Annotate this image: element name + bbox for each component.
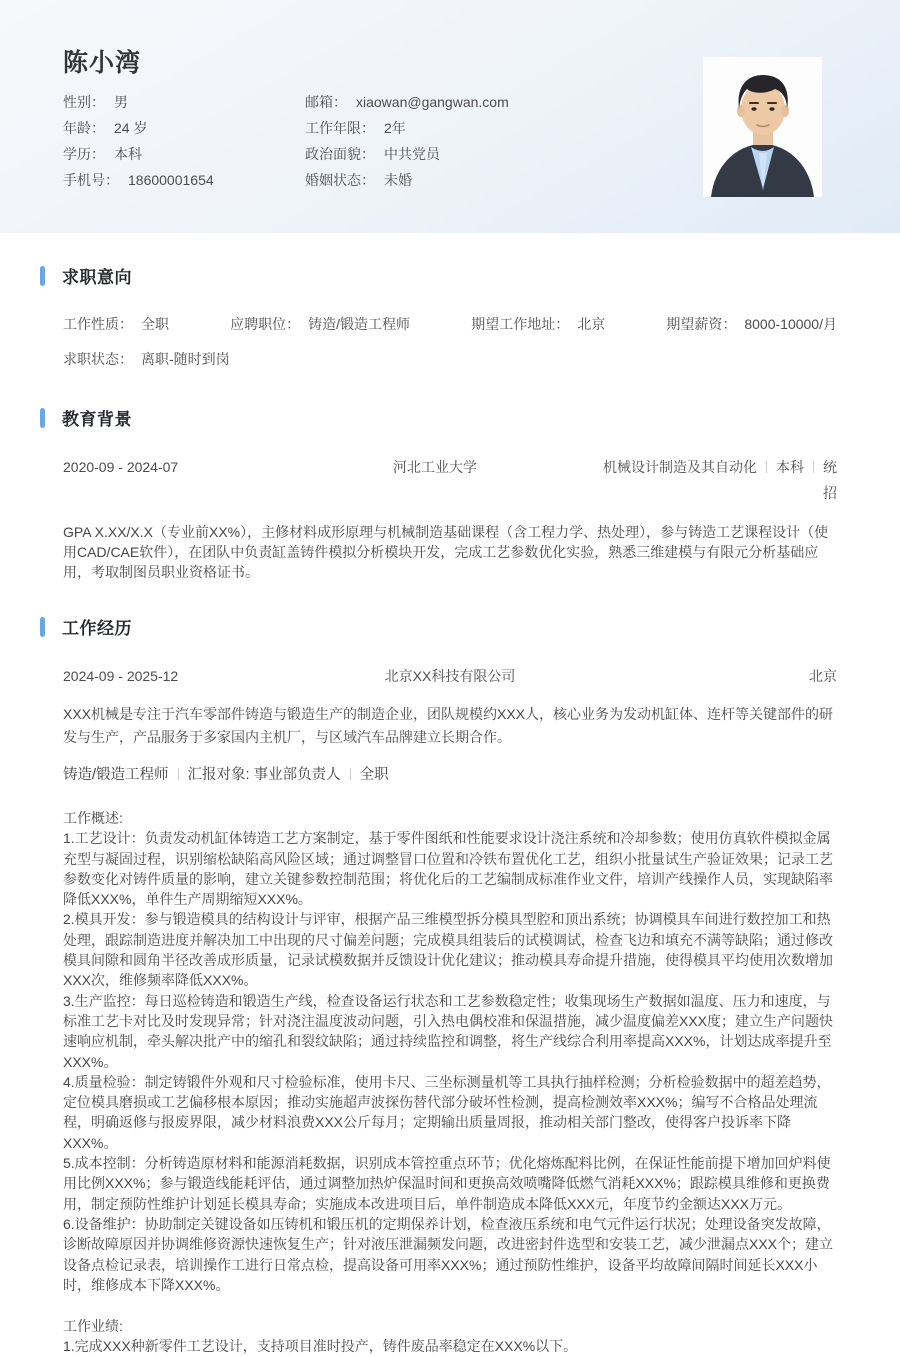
section-content: [63, 314, 837, 369]
section-title: 求职意向: [62, 268, 132, 287]
field-label: 求职状态：: [63, 351, 133, 367]
field-label: 期望工作地址：: [471, 316, 570, 332]
info-item-gender: [63, 94, 305, 111]
work-company: 北京XX科技有限公司: [384, 668, 516, 684]
info-label: 邮箱：: [305, 94, 347, 110]
divider: [178, 768, 179, 780]
section-accent-bar: [40, 266, 45, 286]
section-job-intention: [40, 263, 837, 369]
info-label: 手机号：: [63, 172, 119, 188]
company-intro: XXX机械是专注于汽车零部件铸造与锻造生产的制造企业，团队规模约XXX人，核心业务为发动机缸体、连杆等关键部件的研发与生产，产品服务于多家国内主机厂，与区域汽车品牌建立长期合作。: [63, 706, 834, 745]
section-title-row: [40, 263, 837, 288]
info-item-age: [63, 120, 305, 137]
info-label: 年龄：: [63, 120, 105, 136]
work-overview-block: [63, 808, 837, 1295]
intention-fields-row: [63, 314, 837, 334]
info-value: xiaowan@gangwan.com: [356, 94, 509, 110]
info-label: 政治面貌：: [305, 146, 375, 162]
section-content: [63, 663, 837, 1357]
info-item-degree: [63, 146, 305, 163]
work-job-type: 全职: [359, 767, 389, 783]
section-title: 教育背景: [62, 410, 132, 429]
section-title-row: [40, 614, 837, 639]
field-job-nature: [63, 314, 169, 334]
field-target-location: [471, 314, 605, 334]
education-major-block: [597, 454, 837, 506]
candidate-photo: [703, 57, 822, 197]
info-value: 中共党员: [384, 146, 440, 162]
section-title-row: [40, 405, 837, 430]
field-value: 北京: [577, 316, 606, 332]
section-work-experience: [40, 614, 837, 1357]
field-target-position: [230, 314, 410, 334]
info-label: 性别：: [63, 94, 105, 110]
education-major: 机械设计制造及其自动化: [603, 459, 757, 475]
section-content: [63, 454, 837, 582]
work-meta-row: [63, 663, 837, 689]
divider: [350, 768, 351, 780]
achievement-item: 1.完成XXX种新零件工艺设计，支持项目准时投产，铸件废品率稳定在XXX%以下。: [63, 1338, 578, 1355]
education-school: 河北工业大学: [393, 459, 477, 475]
field-value: 离职-随时到岗: [141, 351, 230, 367]
duty-item: 6.设备维护：协助制定关键设备如压铸机和锻压机的定期保养计划，检查液压系统和电气元件运行状况；处理设备突发故障，诊断故障原因并协调维修资源快速恢复生产；针对液压泄漏频发问题，改进密封件选型和安装工艺，减少泄漏点XXX个；建立设备点检记录表，培训操作工进行日常点检，提高设备可用率XXX%；通过预防性维护，设备平均故障间隔时间延长XXX小时，维修成本下降XXX%。: [63, 1215, 834, 1293]
info-value: 本科: [114, 146, 142, 162]
resume-header: [0, 0, 900, 233]
field-value: 8000-10000/月: [744, 316, 837, 332]
achievements-title: 工作业绩:: [63, 1318, 123, 1335]
education-period: 2020-09 - 2024-07: [63, 459, 179, 475]
field-label: 期望薪资：: [666, 316, 737, 332]
candidate-name: 陈小湾: [63, 49, 142, 77]
field-label: 工作性质：: [63, 316, 133, 332]
work-period: 2024-09 - 2025-12: [63, 668, 179, 684]
work-role-row: [63, 764, 837, 786]
info-value: 18600001654: [128, 172, 214, 188]
info-item-phone: [63, 172, 305, 189]
section-education: [40, 405, 837, 582]
duty-item: 3.生产监控：每日巡检铸造和锻造生产线，检查设备运行状态和工艺参数稳定性；收集现场生产数据如温度、压力和速度，与标准工艺卡对比及时发现异常；针对浇注温度波动问题，引入热电偶校准和保温措施，减少温度偏差XXX度；建立生产问题快速响应机制，牵头解决批产中的缩孔和裂纹缺陷；通过持续监控和调整，将生产线综合利用率提高XXX%，计划达成率提升至XXX%。: [63, 992, 834, 1070]
resume-body: [0, 263, 900, 1357]
field-value: 全职: [141, 316, 169, 332]
section-accent-bar: [40, 408, 45, 428]
duty-item: 1.工艺设计：负责发动机缸体铸造工艺方案制定，基于零件图纸和性能要求设计浇注系统和冷却参数；使用仿真软件模拟金属充型与凝固过程，识别缩松缺陷高风险区域；通过调整冒口位置和冷铁布置优化工艺，组织小批量试生产验证效果；记录工艺参数变化对铸件质量的影响，建立关键参数控制范围；将优化后的工艺编制成标准作业文件，培训产线操作人员，实现缺陷率降低XXX%，单件生产周期缩短XXX%。: [63, 830, 833, 908]
field-job-status: [63, 349, 230, 369]
field-label: 应聘职位：: [230, 316, 301, 332]
info-label: 婚姻状态：: [305, 172, 375, 188]
section-accent-bar: [40, 617, 45, 637]
divider: [813, 461, 814, 473]
info-value: 男: [114, 94, 128, 110]
work-achievements-block: [63, 1316, 837, 1357]
work-report-to: 汇报对象: 事业部负责人: [187, 767, 341, 783]
info-label: 工作年限：: [305, 120, 375, 136]
duty-item: 2.模具开发：参与锻造模具的结构设计与评审，根据产品三维模型拆分模具型腔和顶出系统；协调模具车间进行数控加工和热处理，跟踪制造进度并解决加工中出现的尺寸偏差问题；完成模具组装后的试模调试，检查飞边和填充不满等缺陷；通过修改模具间隙和圆角半径改善成形质量，记录试模数据并反馈设计优化建议；推动模具寿命提升措施，使得模具平均使用次数增加XXX次，维修频率降低XXX%。: [63, 911, 833, 989]
work-overview-title: 工作概述:: [63, 810, 123, 826]
info-value: 24 岁: [114, 120, 148, 136]
duty-item: 5.成本控制：分析铸造原材料和能源消耗数据，识别成本管控重点环节；优化熔炼配料比例，在保证性能前提下增加回炉料使用比例XXX%；参与锻造线能耗评估，通过调整加热炉保温时间和更换高效喷嘴降低燃气消耗XXX%；跟踪模具维修和更换费用，制定预防性维护计划延长模具寿命；实施成本改进项目后，单件制造成本降低XXX元，年度节约金额达XXX万元。: [63, 1155, 831, 1212]
education-description: GPA X.XX/X.X（专业前XX%），主修材料成形原理与机械制造基础课程（含工程力学、热处理），参与铸造工艺课程设计（使用CAD/CAE软件），在团队中负责缸盖铸件模拟分析模块开发，完成工艺参数优化实验，熟悉三维建模与有限元分析基础应用，考取制图员职业资格证书。: [63, 524, 829, 580]
education-degree: 本科: [776, 459, 804, 475]
duty-item: 4.质量检验：制定铸锻件外观和尺寸检验标准，使用卡尺、三坐标测量机等工具执行抽样检测；分析检验数据中的超差趋势，定位模具磨损或工艺偏移根本原因；推动实施超声波探伤替代部分破坏性检测，提高检测效率XXX%；编写不合格品处理流程，明确返修与报废界限，减少材料浪费XXX公斤每月；定期输出质量周报，推动相关部门整改，使得客户投诉率下降XXX%。: [63, 1073, 831, 1151]
info-value: 未婚: [384, 172, 412, 188]
info-value: 2年: [384, 120, 406, 136]
avatar-illustration: [703, 57, 822, 197]
info-label: 学历：: [63, 146, 105, 162]
field-expected-salary: [666, 314, 837, 334]
field-value: 铸造/锻造工程师: [308, 316, 411, 332]
section-title: 工作经历: [62, 619, 132, 638]
work-location: 北京: [809, 668, 837, 684]
divider: [766, 461, 767, 473]
work-role: 铸造/锻造工程师: [63, 767, 169, 783]
education-meta-row: [63, 454, 837, 506]
intention-fields-row2: [63, 349, 837, 369]
education-enroll-type: 统招: [823, 459, 837, 501]
